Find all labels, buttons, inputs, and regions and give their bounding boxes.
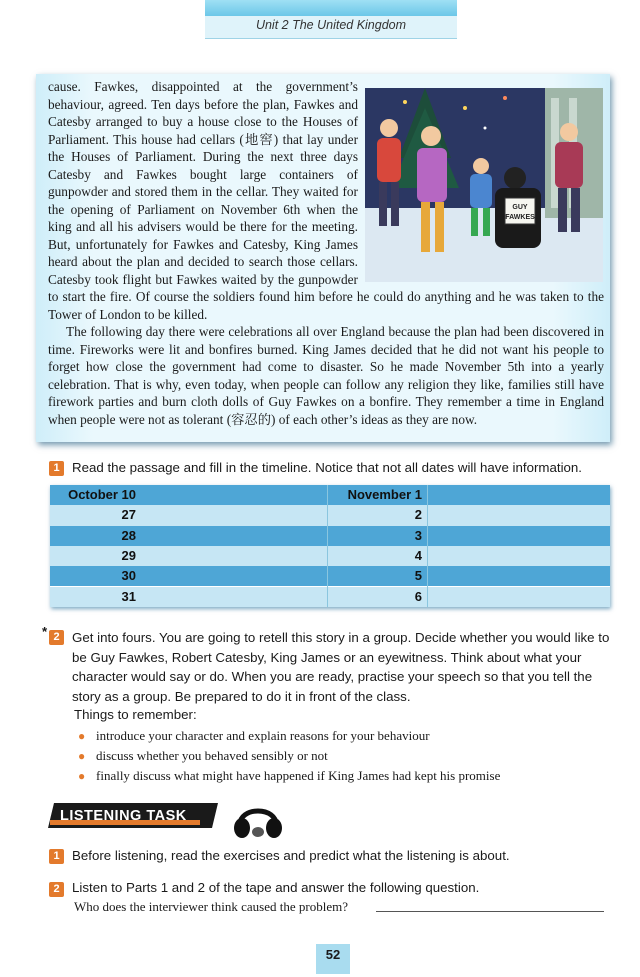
listening-1-number: 1 <box>49 849 64 864</box>
october-date: 31 <box>121 588 136 604</box>
november-label: November 1 <box>347 487 422 502</box>
list-item <box>78 746 500 766</box>
list-item <box>78 726 500 746</box>
november-date: 4 <box>414 547 422 563</box>
exercise-2-number: 2 <box>49 630 64 645</box>
bullet-list <box>78 726 500 786</box>
answer-line <box>376 910 604 912</box>
list-item <box>78 766 500 786</box>
list-item-text: finally discuss what might have happened if King James had kept his promise <box>96 768 501 783</box>
list-item-text: discuss whether you behaved sensibly or not <box>96 748 328 763</box>
november-date: 6 <box>414 588 422 604</box>
october-label: October 10 <box>68 487 136 502</box>
header-decoration <box>205 0 457 16</box>
october-date: 29 <box>121 547 136 563</box>
exercise-2-instruction: Get into fours. You are going to retell this story in a group. Decide whether you would like to be Guy Fawkes, Robert Catesby, King James or an eyewitness. Think about what your character would say or do. When you are ready, practise your speech so that you tell the story as a group. Be prepared to do it in front of the class. <box>72 630 610 704</box>
listening-2-question: Who does the interviewer think caused the problem? <box>74 899 348 914</box>
list-item-text: introduce your character and explain reasons for your behaviour <box>96 728 430 743</box>
unit-title: Unit 2 The United Kingdom <box>255 18 407 32</box>
exercise-1-number: 1 <box>49 461 64 476</box>
november-date: 5 <box>414 568 422 584</box>
passage-paragraph-2: The following day there were celebrations all over England because the plan had been discovered in time. Fireworks were lit and bonfires burned. King James decided that he did not want his people to forget how close the government had come to disaster. So he made November 5th into a yearly celebration. That is why, even today, when people can follow any religion they like, families still have firework parties and burn cloth dolls of Guy Fawkes on a bonfire. They remember a time in England when people were not as tolerant (容忍的) of each other’s ideas as they are now. <box>48 324 604 427</box>
october-date: 28 <box>121 527 136 543</box>
optional-star: * <box>42 624 48 639</box>
timeline-divider <box>427 485 428 607</box>
october-date: 30 <box>121 568 136 584</box>
headphones-icon <box>232 796 284 840</box>
things-to-remember-title: Things to remember: <box>74 707 197 722</box>
bullet-icon: ● <box>78 769 86 783</box>
timeline-divider <box>327 485 328 607</box>
october-date: 27 <box>121 507 136 523</box>
bullet-icon: ● <box>78 729 86 743</box>
sign-text-2: FAWKES <box>505 214 535 221</box>
timeline-table <box>50 485 610 607</box>
listening-2-instruction: Listen to Parts 1 and 2 of the tape and answer the following question. <box>72 880 480 895</box>
guy-fawkes-illustration <box>365 88 603 282</box>
listening-task-banner <box>48 803 218 828</box>
listening-1-instruction: Before listening, read the exercises and predict what the listening is about. <box>72 848 510 863</box>
bullet-icon: ● <box>78 749 86 763</box>
sign-text-1: GUY <box>512 204 528 211</box>
november-date: 3 <box>414 527 422 543</box>
november-date: 2 <box>414 507 422 523</box>
listening-2-number: 2 <box>49 882 64 897</box>
exercise-1-instruction: Read the passage and fill in the timeline. Notice that not all dates will have information. <box>72 460 583 475</box>
passage-paragraph-1: cause. Fawkes, disappointed at the government’s behaviour, agreed. Ten days before the plan, Fawkes and Catesby arranged to buy a house close to the Houses of Parliament. This house had cellars (地窖) that lay under the Houses of Parliament. During the next three days Catesby and Fawkes bought large containers of gunpowder and stored them in the cellar. They waited for the opening of Parliament on November 6th when the king and all his advisers would be there for the meeting. But, unfortunately for Fawkes and Catesby, King James heard about the plan and decided to search those cellars. Catesby took flight but Fawkes waited by the gunpowder to start the fire. Of course the soldiers found him before he could do anything and he was taken to the Tower of London to be killed. <box>48 79 604 322</box>
page-number: 52 <box>325 947 341 962</box>
listening-task-title: LISTENING TASK <box>60 808 187 824</box>
